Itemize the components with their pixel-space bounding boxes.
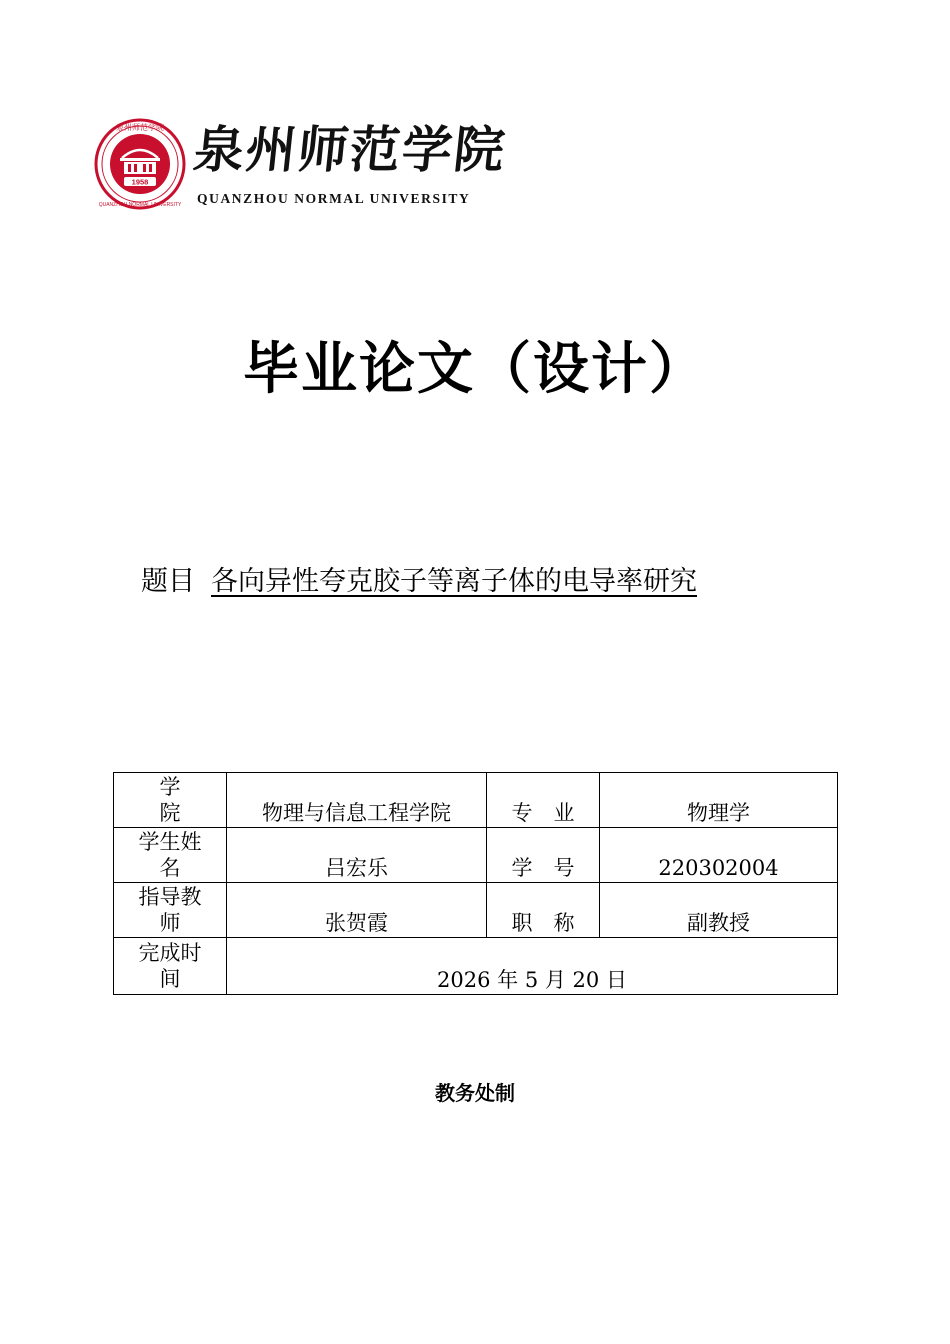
advisor-value: 张贺霞 [227, 883, 487, 938]
student-label-cell [114, 828, 227, 883]
seal-cn-text: 泉州师范学院 [116, 123, 164, 132]
student-id-value: 220302004 [600, 828, 838, 883]
college-value: 物理与信息工程学院 [227, 773, 487, 828]
date-value: 2026 年 5 月 20 日 [227, 938, 838, 995]
student-value: 吕宏乐 [227, 828, 487, 883]
thesis-topic [141, 562, 697, 602]
topic-value: 各向异性夸克胶子等离子体的电导率研究 [211, 566, 697, 597]
student-id-label: 学 号 [487, 828, 600, 883]
rank-value: 副教授 [600, 883, 838, 938]
issuing-office: 教务处制 [435, 1081, 515, 1105]
university-seal-icon [94, 118, 186, 210]
advisor-label: 指导教师 [138, 885, 202, 935]
student-label: 学生姓名 [138, 830, 202, 880]
college-label: 学院 [159, 775, 181, 825]
major-label: 专 业 [487, 773, 600, 828]
date-label-cell [114, 938, 227, 995]
seal-en-text: QUANZHOU NORMAL UNIVERSITY [98, 202, 182, 208]
table-row [114, 938, 838, 995]
university-logo [94, 118, 510, 213]
major-value: 物理学 [600, 773, 838, 828]
date-label: 完成时间 [138, 941, 202, 991]
university-name-cn: 泉州师范学院 [190, 120, 510, 179]
table-row [114, 828, 838, 883]
table-row [114, 773, 838, 828]
advisor-label-cell [114, 883, 227, 938]
topic-label: 题目 [141, 566, 195, 597]
table-row [114, 883, 838, 938]
rank-label: 职 称 [487, 883, 600, 938]
student-info-table [113, 772, 838, 995]
page-title: 毕业论文（设计） [243, 337, 707, 402]
college-label-cell [114, 773, 227, 828]
university-name-en: QUANZHOU NORMAL UNIVERSITY [197, 191, 471, 206]
seal-year: 1958 [131, 177, 149, 187]
